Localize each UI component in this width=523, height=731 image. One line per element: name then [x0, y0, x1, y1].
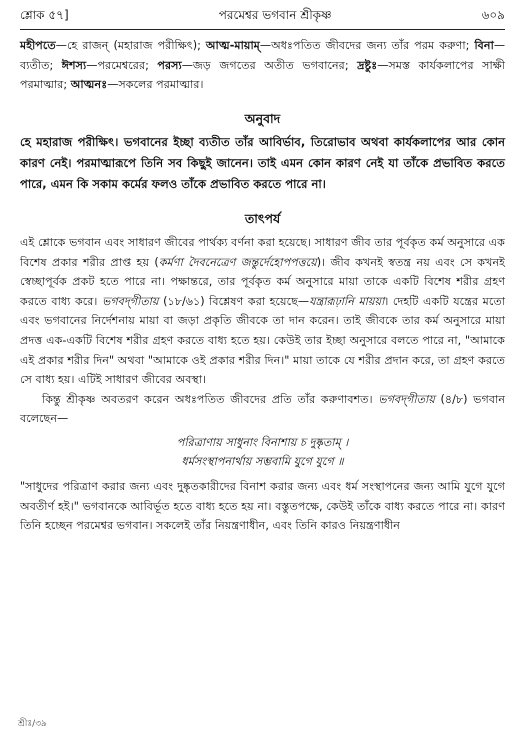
verse-line: পরিত্রাণায় সাধুনাং বিনাশায় চ দুষ্কৃতাম্‌ । [176, 435, 349, 449]
purport-text: (১৮/৬১) বিশ্লেষণ করা হয়েছে— [158, 294, 310, 308]
scripture-quote: কর্মণা দৈবনেত্রেণ জন্তুর্দেহোপপত্তয়ে [158, 255, 317, 269]
purport-paragraph-1 [20, 233, 505, 390]
purport-text: (৪/৮) ভগবান বলেছেন— [20, 392, 505, 426]
header-verse-number: শ্লোক ৫৭] [20, 8, 69, 22]
synonym-meaning: —অধঃপতিত জীবদের জন্য তাঁর পরম করুণা; [259, 39, 470, 52]
page-footer-signature: শ্রীঃ/৩৯ [18, 719, 47, 729]
purport-text: )। জীব কখনই স্বতন্ত্র নয় এবং সে কখনই স্বেচ্ছাপূর্বক প্রকট হতে পারে না। পক্ষান্তরে, তার পূর্বকৃত কর্ম অনুসারে মায়া তাকে একটি বিশেষ শরীর গ্রহণ করতে বাধ্য করে। [20, 255, 505, 308]
synonym-word: দ্রষ্টুঃ [357, 58, 378, 72]
synonym-word: আত্ম-মায়াম্‌ [205, 39, 260, 52]
synonym-meaning: —জড় জগতের অতীত ভগবানের; [181, 58, 349, 72]
running-header [20, 6, 505, 28]
synonym-word: ঈশস্য [61, 58, 87, 72]
synonym-meaning: —ব্যতীত; [20, 39, 506, 72]
scripture-reference: ভগবদ্‌গীতায় [378, 392, 435, 406]
translation-paragraph: হে মহারাজ পরীক্ষিৎ। ভগবানের ইচ্ছা ব্যতীত তাঁর আবির্ভাব, তিরোভাব অথবা কার্যকলাপের আর কোন কারণ নেই। পরমাত্মারূপে তিনি সব কিছুই জানেন। তাই এমন কোন কারণ নেই যা তাঁকে প্রভাবিত করতে পারে, এমন কি সকাম কর্মের ফলও তাঁকে প্রভাবিত করতে পারে না। [20, 135, 505, 192]
purport-text: কিন্তু শ্রীকৃষ্ণ অবতরণ করেন অধঃপতিত জীবদের প্রতি তাঁর করুণাবশত। [42, 392, 379, 406]
synonym-word: আত্মনঃ [70, 78, 108, 92]
page-body [20, 36, 505, 536]
purport-paragraph-3: "সাধুদের পরিত্রাণ করার জন্য এবং দুষ্কৃতকারীদের বিনাশ করার জন্য এবং ধর্ম সংস্থাপনের জন্য আমি যুগে যুগে অবতীর্ণ হই।" ভগবানকে আবির্ভূত হতে বাধ্য হতে হয় না। বস্তুতপক্ষে, কেউই তাঁকে বাধ্য করতে পারে না। কারণ তিনি হচ্ছেন পরমেশ্বর ভগবান। সকলেই তাঁর নিয়ন্ত্রণাধীন, এবং তিনি কারও নিয়ন্ত্রণাধীন [20, 479, 505, 533]
synonym-meaning: —হে রাজন্‌ (মহারাজ পরীক্ষিৎ); [55, 39, 201, 52]
translation-heading: অনুবাদ [244, 110, 281, 126]
purport-text: । দেহটি একটি যন্ত্রের মতো এবং ভগবানের নির্দেশনায় মায়া বা জড়া প্রকৃতি জীবকে তা দান করেন। তাই জীবকে তার কর্ম অনুসারে মায়া প্রদত্ত এক-একটি বিশেষ শরীর গ্রহণ করতে বাধ্য হতে হয়। কেউই তার ইচ্ছা অনুসারে বলতে পারে না, "আমাকে এই প্রকার শরীর দিন" অথবা "আমাকে ওই প্রকার শরীর দিন।" মায়া তাকে যে শরীর প্রদান করে, তা গ্রহণ করতে সে বাধ্য হয়। এটিই সাধারণ জীবের অবস্থা। [20, 294, 505, 387]
sanskrit-verse [20, 433, 505, 471]
synonym-word: বিনা [474, 39, 494, 52]
header-title: পরমেশ্বর ভগবান শ্রীকৃষ্ণ [218, 8, 332, 22]
synonym-meaning: —পরমেশ্বরের; [86, 58, 149, 72]
synonyms-paragraph [20, 36, 505, 95]
purport-heading: তাৎপর্য [244, 211, 281, 227]
synonym-meaning: —সমস্ত কার্যকলাপের সাক্ষী পরমাত্মার; [20, 58, 506, 92]
header-page-number: ৬০৯ [481, 8, 505, 22]
verse-line: ধর্মসংস্থাপনার্থায় সম্ভবামি যুগে যুগে ॥ [181, 454, 344, 468]
purport-paragraph-2 [20, 390, 505, 429]
purport-text: এই শ্লোকে ভগবান এবং সাধারণ জীবের পার্থক্য বর্ণনা করা হয়েছে। সাধারণ জীব তার পূর্বকৃত কর্ম অনুসারে এক বিশেষ প্রকার শরীর প্রাপ্ত হয় ( [20, 235, 505, 269]
scripture-reference: ভগবদ্‌গীতায় [101, 294, 159, 308]
header-rule [20, 29, 505, 30]
synonym-meaning: —সকলের পরমাত্মার। [107, 78, 204, 92]
synonym-word: মহীপতে [20, 39, 56, 52]
synonym-word: পরস্য [157, 58, 182, 72]
scripture-quote: যন্ত্রারূঢ়ানি মায়য়া [309, 294, 385, 308]
